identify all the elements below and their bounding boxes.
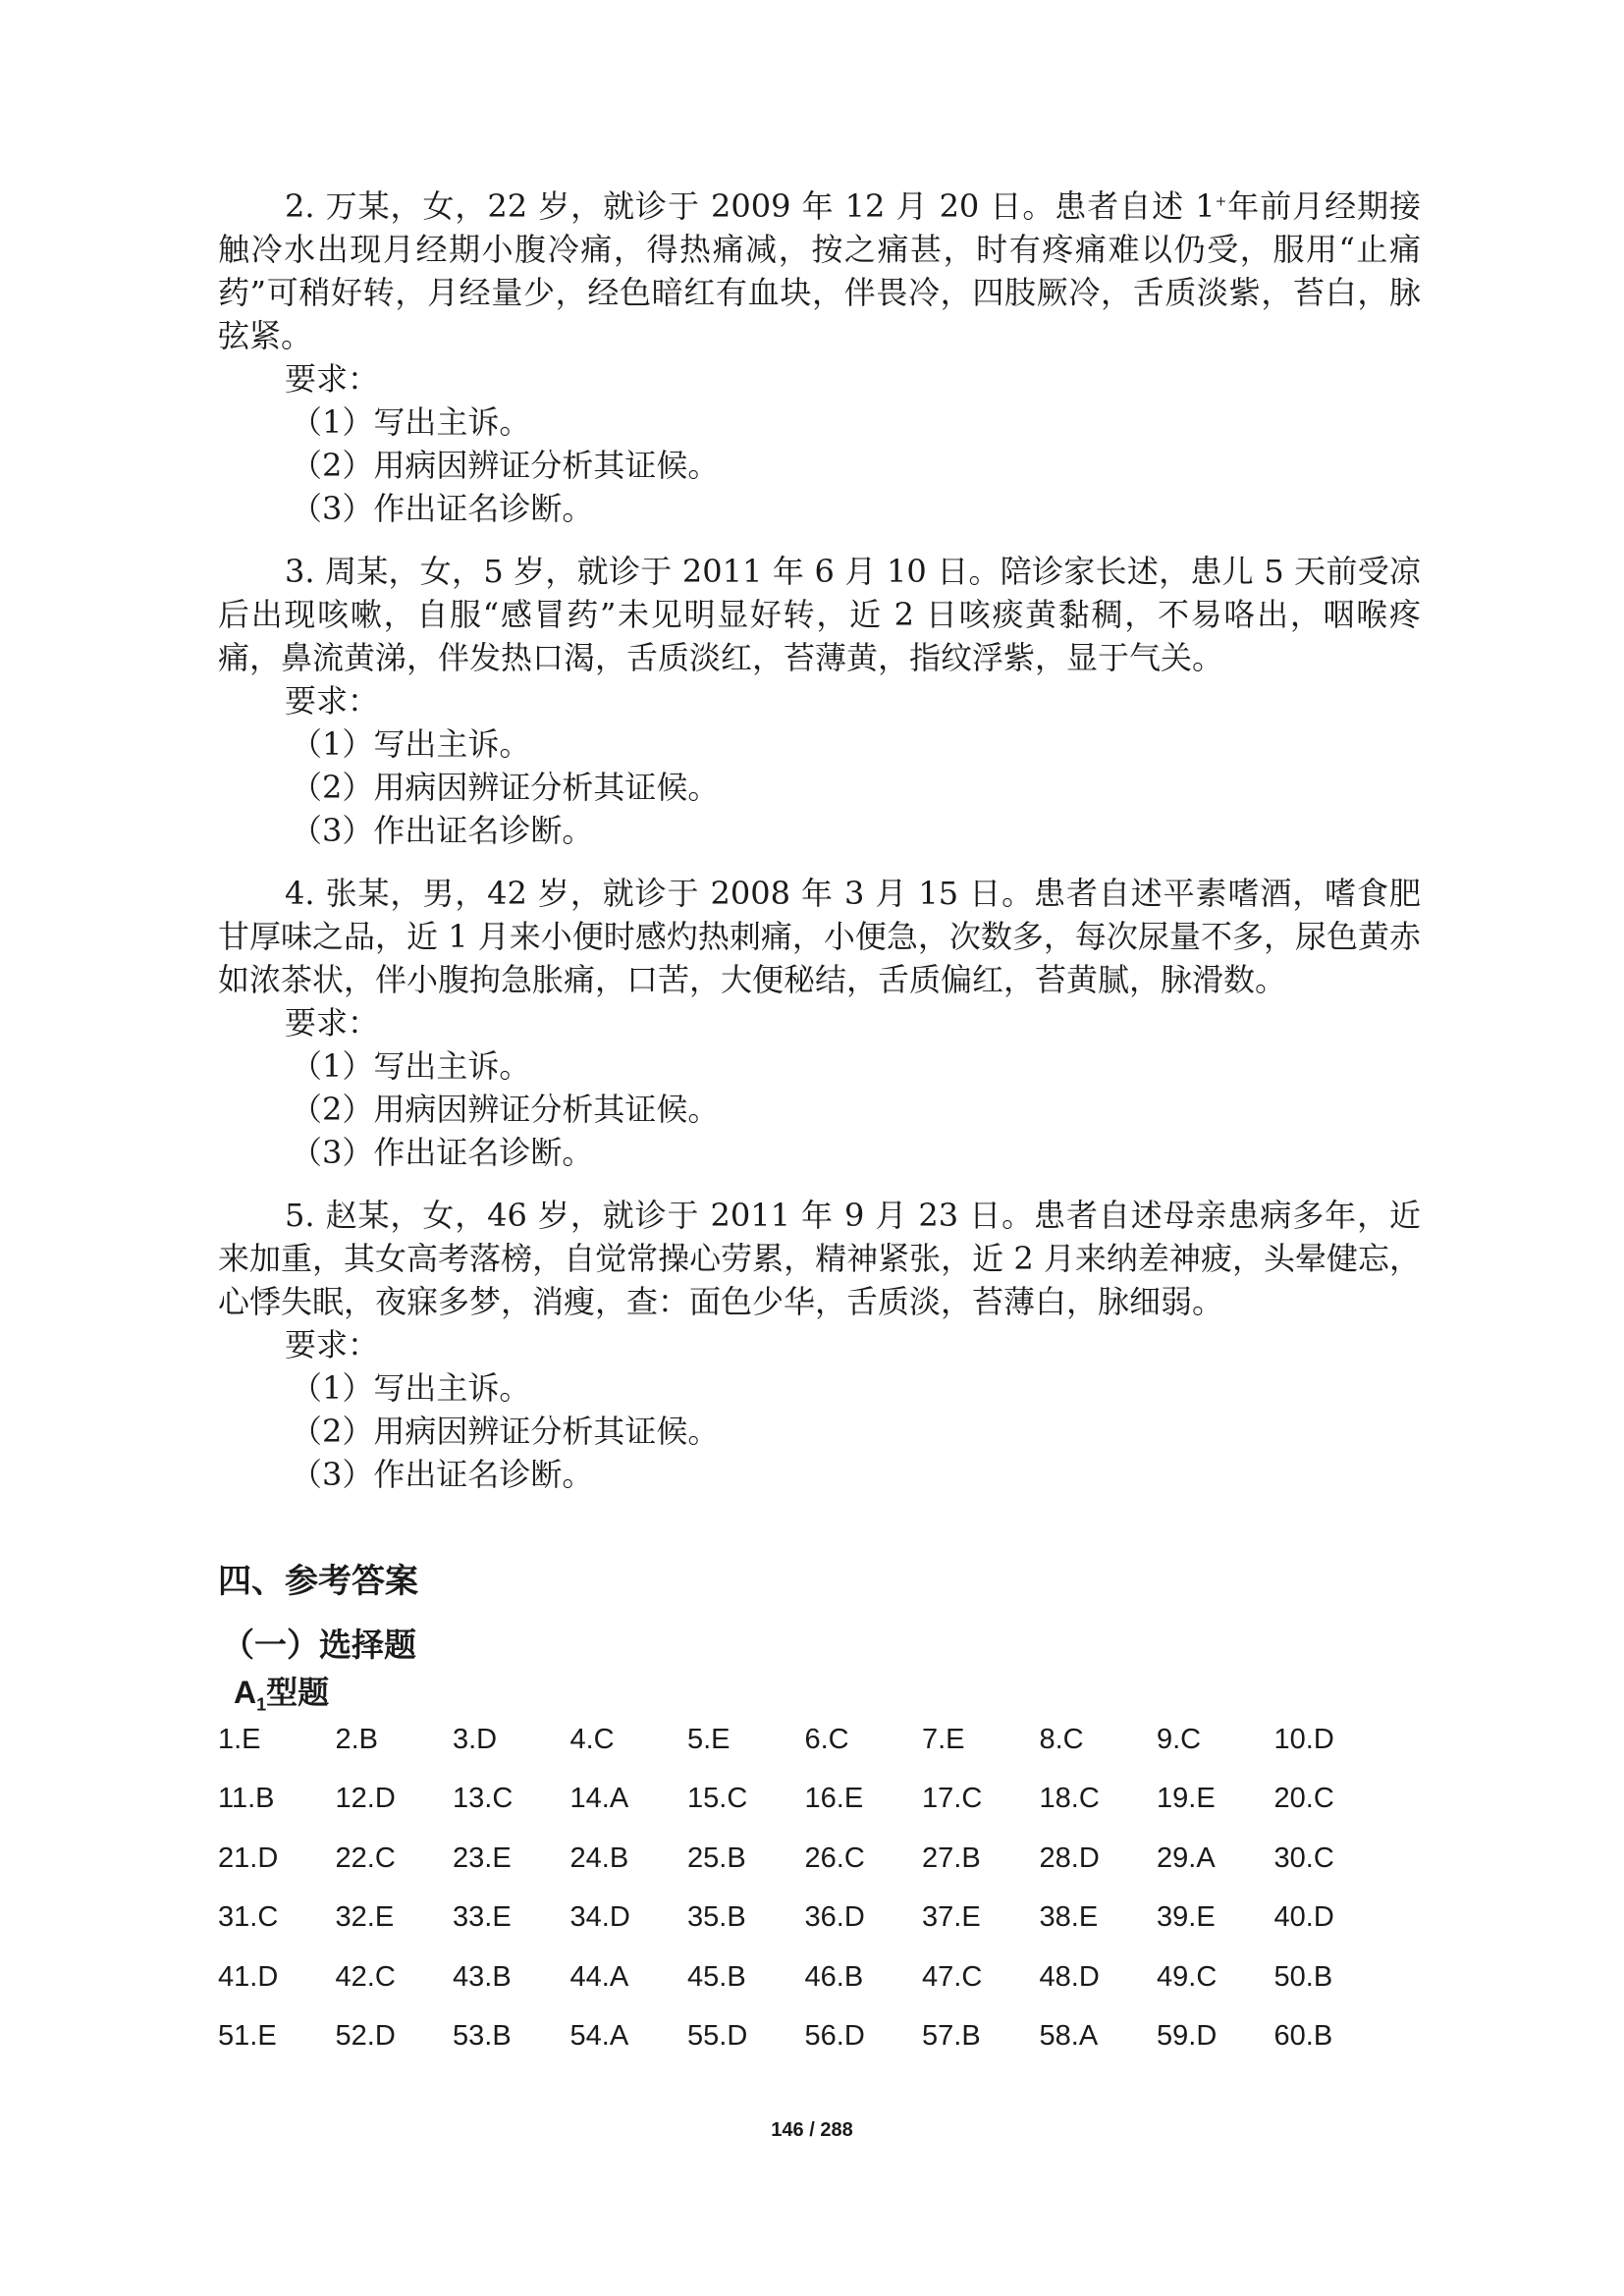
answer-cell: 2.B bbox=[335, 1723, 379, 1755]
answer-cell: 38.E bbox=[1039, 1901, 1099, 1934]
answer-cell: 42.C bbox=[335, 1960, 396, 1993]
case-stem: 4. 张某，男，42 岁，就诊于 2008 年 3 月 15 日。患者自述平素嗜酒，嗜食肥甘厚味之品，近 1 月来小便时感灼热刺痛，小便急，次数多，每次尿量不多，尿色黄赤如浓茶状，伴小腹拘急胀痛，口苦，大便秘结，舌质偏红，苔黄腻，脉滑数。 bbox=[218, 875, 1421, 998]
answer-cell: 34.D bbox=[569, 1901, 630, 1934]
answer-cell: 9.C bbox=[1157, 1723, 1202, 1755]
answer-cell: 1.E bbox=[218, 1723, 261, 1755]
answer-cell: 21.D bbox=[218, 1842, 279, 1874]
answer-cell: 13.C bbox=[453, 1783, 514, 1815]
answer-row bbox=[218, 1829, 1455, 1889]
answer-cell: 14.A bbox=[569, 1783, 629, 1815]
answer-cell: 52.D bbox=[335, 2020, 396, 2053]
requirement-item: （3）作出证名诊断。 bbox=[291, 812, 594, 849]
answer-cell: 17.C bbox=[922, 1783, 983, 1815]
answer-cell: 26.C bbox=[804, 1842, 865, 1874]
answer-cell: 53.B bbox=[453, 2020, 512, 2053]
requirement-item: （2）用病因辨证分析其证候。 bbox=[291, 1413, 720, 1450]
answer-cell: 24.B bbox=[569, 1842, 629, 1874]
answer-cell: 33.E bbox=[453, 1901, 512, 1934]
answer-cell: 19.E bbox=[1157, 1783, 1216, 1815]
answer-cell: 54.A bbox=[569, 2020, 629, 2053]
requirement-label: 要求： bbox=[285, 1326, 380, 1363]
answer-cell: 32.E bbox=[335, 1901, 395, 1934]
answer-cell: 47.C bbox=[922, 1960, 983, 1993]
requirement-item: （2）用病因辨证分析其证候。 bbox=[291, 769, 720, 806]
case-3 bbox=[218, 550, 1421, 852]
requirement-item: （2）用病因辨证分析其证候。 bbox=[291, 1091, 720, 1128]
case-stem: 3. 周某，女，5 岁，就诊于 2011 年 6 月 10 日。陪诊家长述，患儿 5 天前受凉后出现咳嗽，自服“感冒药”未见明显好转，近 2 日咳痰黄黏稠，不易咯出，咽喉疼痛，鼻流黄涕，伴发热口渴，舌质淡红，苔薄黄，指纹浮紫，显于气关。 bbox=[218, 553, 1421, 676]
answer-cell: 6.C bbox=[804, 1723, 849, 1755]
requirement-label: 要求： bbox=[285, 682, 380, 720]
answer-cell: 49.C bbox=[1157, 1960, 1218, 1993]
requirement-item: （1）写出主诉。 bbox=[291, 1047, 531, 1085]
answer-row bbox=[218, 1770, 1455, 1830]
answer-cell: 37.E bbox=[922, 1901, 981, 1934]
answer-cell: 15.C bbox=[687, 1783, 748, 1815]
case-stem: 2. 万某，女，22 岁，就诊于 2009 年 12 月 20 日。患者自述 1+年前月经期接触冷水出现月经期小腹冷痛，得热痛减，按之痛甚，时有疼痛难以仍受，服用“止痛药”可稍好转，月经量少，经色暗红有血块，伴畏冷，四肢厥冷，舌质淡紫，苔白，脉弦紧。 bbox=[218, 187, 1421, 354]
answer-key-grid bbox=[218, 1710, 1455, 2066]
subsection-heading: （一）选择题 bbox=[222, 1626, 416, 1664]
answer-cell: 48.D bbox=[1039, 1960, 1100, 1993]
case-2 bbox=[218, 185, 1421, 530]
answer-cell: 45.B bbox=[687, 1960, 746, 1993]
case-5 bbox=[218, 1194, 1421, 1496]
answer-cell: 58.A bbox=[1039, 2020, 1099, 2053]
superscript-mark: + bbox=[1215, 193, 1227, 210]
answer-cell: 4.C bbox=[569, 1723, 615, 1755]
answer-cell: 31.C bbox=[218, 1901, 279, 1934]
answer-cell: 44.A bbox=[569, 1960, 629, 1993]
answer-cell: 43.B bbox=[453, 1960, 512, 1993]
requirement-item: （3）作出证名诊断。 bbox=[291, 1134, 594, 1171]
case-stem: 5. 赵某，女，46 岁，就诊于 2011 年 9 月 23 日。患者自述母亲患病多年，近来加重，其女高考落榜，自觉常操心劳累，精神紧张，近 2 月来纳差神疲，头晕健忘，心悸失眠，夜寐多梦，消瘦，查：面色少华，舌质淡，苔薄白，脉细弱。 bbox=[218, 1197, 1421, 1320]
answer-row bbox=[218, 1710, 1455, 1770]
answer-cell: 12.D bbox=[335, 1783, 396, 1815]
requirement-item: （3）作出证名诊断。 bbox=[291, 490, 594, 527]
answer-cell: 8.C bbox=[1039, 1723, 1084, 1755]
answer-cell: 28.D bbox=[1039, 1842, 1100, 1874]
answer-cell: 7.E bbox=[922, 1723, 965, 1755]
answer-cell: 55.D bbox=[687, 2020, 748, 2053]
answer-cell: 35.B bbox=[687, 1901, 746, 1934]
section-heading: 四、参考答案 bbox=[218, 1562, 418, 1601]
answer-cell: 30.C bbox=[1273, 1842, 1334, 1874]
answer-cell: 57.B bbox=[922, 2020, 981, 2053]
answer-cell: 27.B bbox=[922, 1842, 981, 1874]
requirement-label: 要求： bbox=[285, 1004, 380, 1041]
answer-row bbox=[218, 2007, 1455, 2067]
answer-cell: 50.B bbox=[1273, 1960, 1333, 1993]
requirement-item: （1）写出主诉。 bbox=[291, 403, 531, 441]
answer-row bbox=[218, 1889, 1455, 1949]
answer-cell: 20.C bbox=[1273, 1783, 1334, 1815]
answer-cell: 39.E bbox=[1157, 1901, 1216, 1934]
page-number: 146 / 288 bbox=[771, 2119, 853, 2141]
answer-cell: 60.B bbox=[1273, 2020, 1333, 2053]
answer-cell: 16.E bbox=[804, 1783, 864, 1815]
answer-cell: 56.D bbox=[804, 2020, 865, 2053]
requirement-item: （1）写出主诉。 bbox=[291, 725, 531, 763]
question-type-label: $A_1$型题 bbox=[234, 1675, 330, 1715]
answer-cell: 51.E bbox=[218, 2020, 277, 2053]
answer-cell: 22.C bbox=[335, 1842, 396, 1874]
answer-cell: 11.B bbox=[218, 1783, 275, 1815]
answer-cell: 23.E bbox=[453, 1842, 512, 1874]
answer-cell: 3.D bbox=[453, 1723, 498, 1755]
answer-cell: 25.B bbox=[687, 1842, 746, 1874]
requirement-label: 要求： bbox=[285, 360, 380, 398]
requirement-item: （2）用病因辨证分析其证候。 bbox=[291, 447, 720, 484]
answer-cell: 36.D bbox=[804, 1901, 865, 1934]
requirement-item: （3）作出证名诊断。 bbox=[291, 1456, 594, 1493]
answer-cell: 59.D bbox=[1157, 2020, 1218, 2053]
answer-cell: 40.D bbox=[1273, 1901, 1334, 1934]
answer-cell: 46.B bbox=[804, 1960, 864, 1993]
case-4 bbox=[218, 872, 1421, 1174]
requirement-item: （1）写出主诉。 bbox=[291, 1369, 531, 1407]
answer-cell: 29.A bbox=[1157, 1842, 1216, 1874]
answer-cell: 10.D bbox=[1273, 1723, 1334, 1755]
answer-cell: 41.D bbox=[218, 1960, 279, 1993]
answer-cell: 18.C bbox=[1039, 1783, 1100, 1815]
answer-cell: 5.E bbox=[687, 1723, 731, 1755]
answer-row bbox=[218, 1948, 1455, 2007]
